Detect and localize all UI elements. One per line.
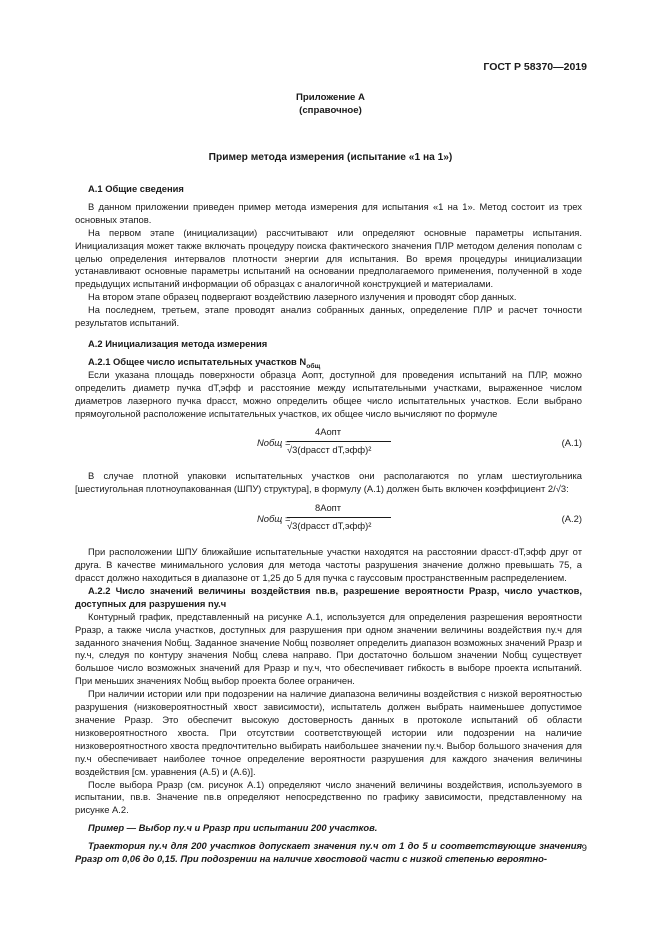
paragraph: На первом этапе (инициализации) рассчитывают или определяют основные параметры испытания. Инициализация может также включать процедуру поиска фактического значения ПЛР методом деления пополам с целью определения интервалов плотности энергии для испытания. Во время процедуры инициализации устанавливают основные параметры испытаний на основании предполагаемого применения, полученной в ходе предыдущих испытаний информации об образцах с аналогичной конструкцией и материалами. [75, 226, 582, 290]
paragraph: При расположении ШПУ ближайшие испытательные участки находятся на расстоянии dрасст·dT,эфф друг от друга. В качестве минимального условия для метода частоты разрушения значение должно превышать 75, а dрасст должно находиться в диапазоне от 1,25 до 5 для пучка с гауссовым пространственным распределением. [75, 546, 582, 584]
example-text: Траектория nу.ч для 200 участков допускает значения nу.ч от 1 до 5 и соответствующие значения Pразр от 0,06 до 0,15. При подозрении на наличие хвостовой части с низкой степенью вероятно- [75, 840, 582, 865]
document-title: Пример метода измерения (испытание «1 на 1») [208, 152, 453, 163]
section-a2-heading: А.2 Инициализация метода измерения [88, 337, 268, 349]
example-heading: Пример — Выбор nу.ч и Pразр при испытании 200 участков. [88, 822, 378, 834]
appendix-title: Приложение А [296, 92, 365, 103]
appendix-subtitle: (справочное) [299, 104, 362, 116]
paragraph: В случае плотной упаковки испытательных участков они располагаются по углам шестиугольника [шестиугольная плотноупакованная (ШПУ) структура], в формулу (А.1) должен быть включен коэффициент 2/√3: [75, 470, 582, 495]
paragraph: Контурный график, представленный на рисунке А.1, используется для определения разрешения вероятности Pразр, а также числа участков, доступных для разрушения при одном значении величины воздействия nу.ч для заданного значения Nобщ. Заданное значение Nобщ позволяет определить диапазон возможных значений Pразр и nу.ч, следуя по контуру значения Nобщ слева направо. При достаточно большом значении Nобщ существует большое число возможных значений для Pразр и nу.ч, что обеспечивает гибкость в выборе проекта испытаний. При меньших значениях Nобщ выбор проекта более ограничен. [75, 610, 582, 687]
formula-denominator: √3(dрасст dT,эфф)² [287, 520, 372, 532]
appendix-heading [0, 92, 661, 117]
paragraph: На втором этапе образец подвергают воздействию лазерного излучения и проводят сбор данных. [88, 291, 517, 303]
formula-number: (А.1) [561, 437, 582, 449]
formula-a2 [75, 496, 582, 546]
fraction-line [287, 441, 391, 442]
formula-lhs: Nобщ = [257, 437, 291, 449]
formula-numerator: 4Aопт [315, 426, 342, 438]
paragraph: В данном приложении приведен пример метода измерения для испытания «1 на 1». Метод состоит из трех основных этапов. [75, 200, 582, 225]
paragraph: При наличии истории или при подозрении на наличие диапазона величины воздействия с низкой вероятностью разрушения (низковероятностный хвост зависимости), испытатель должен выбрать наименьшее допустимое значение Pразр. Это обеспечит высокую достоверность данных в протоколе испытаний об области низковероятностного хвоста. При отсутствии соответствующей истории или подозрении на наличие низковероятностного хвоста предпочтительно выбирать наибольшее значении nу.ч. Выбор большого значения для nу.ч обеспечивает наиболее точное определение вероятности разрушения для каждого значения величины воздействия [см. уравнения (А.5) и (А.6)]. [75, 688, 582, 777]
formula-numerator: 8Aопт [315, 502, 342, 514]
standard-code: ГОСТ Р 58370—2019 [483, 61, 587, 73]
fraction-line [287, 517, 391, 518]
paragraph: На последнем, третьем, этапе проводят анализ собранных данных, определение ПЛР и расчет точности результатов испытаний. [75, 304, 582, 329]
paragraph: После выбора Pразр (см. рисунок А.1) определяют число значений величины воздействия, используемого в испытании, nв.в. Значение nв.в определяют непосредственно по графику зависимости, представленному на рисунке А.2. [75, 778, 582, 816]
subsection-a21-heading-text: А.2.1 Общее число испытательных участков N [88, 355, 307, 367]
formula-a1 [75, 420, 582, 470]
subsection-a22-heading: А.2.2 Число значений величины воздействия nв.в, разрешение вероятности Pразр, число участков, доступных для разрушения nу.ч [75, 584, 582, 609]
formula-lhs: Nобщ = [257, 513, 291, 525]
formula-denominator: √3(dрасст dT,эфф)² [287, 444, 372, 456]
subsection-a21-heading-sub: общ [306, 362, 321, 370]
subsection-a21-heading [75, 356, 582, 369]
section-a1-heading: А.1 Общие сведения [88, 183, 184, 194]
page-number: 9 [581, 843, 587, 854]
document-body [75, 183, 582, 866]
paragraph: Если указана площадь поверхности образца Aопт, доступной для проведения испытаний на ПЛР, можно определить диаметр пучка dT,эфф и расстояние между испытательными участками, выраженное числом диаметров лазерного пучка dрасст, можно определить общее число испытательных участков. Если выбрано прямоугольной расположение испытательных участков, их общее число вычисляют по формуле [75, 368, 582, 419]
formula-number: (А.2) [561, 513, 582, 525]
